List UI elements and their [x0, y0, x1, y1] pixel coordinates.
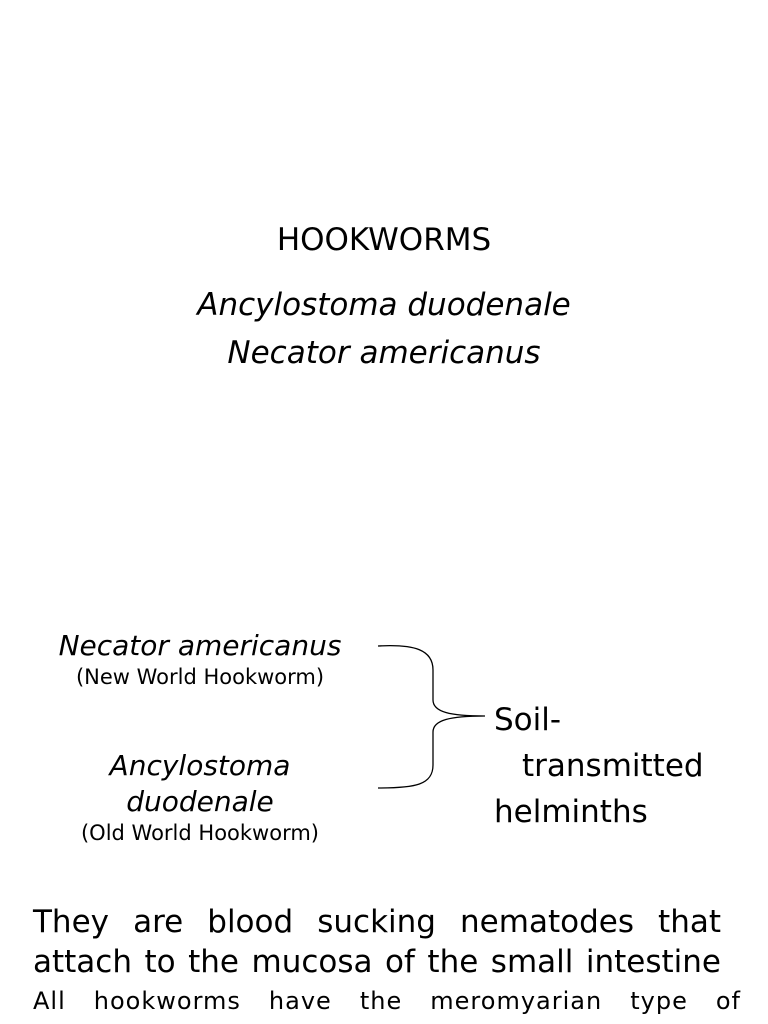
group-label-line3: helminths — [494, 794, 648, 830]
necator-block — [40, 628, 360, 690]
group-label-line1: Soil- — [494, 702, 562, 738]
ancylostoma-name-line1: Ancylostoma — [109, 749, 291, 782]
group-label — [494, 697, 704, 835]
description-paragraph: They are blood sucking nematodes that attach to the mucosa of the small intestine — [33, 904, 721, 980]
ancylostoma-name-line2: duodenale — [126, 785, 274, 818]
species-header-necator: Necator americanus — [227, 335, 541, 371]
necator-name: Necator americanus — [58, 629, 342, 662]
curly-brace — [375, 640, 495, 795]
ancylostoma-common-name: (Old World Hookworm) — [80, 821, 319, 845]
group-label-line2: transmitted — [522, 748, 704, 784]
page-title: HOOKWORMS — [276, 222, 492, 258]
necator-common-name: (New World Hookworm) — [75, 665, 325, 689]
overlapping-paragraph: All hookworms have the meromyarian type of — [33, 987, 741, 1015]
species-header-ancylostoma: Ancylostoma duodenale — [197, 287, 571, 323]
ancylostoma-block — [40, 748, 360, 846]
